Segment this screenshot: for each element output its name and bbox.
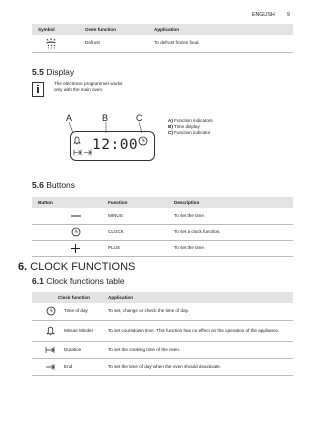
table-row	[32, 358, 293, 375]
function-name: Defrost	[79, 35, 148, 52]
clock-function-application: To set the cooking time of the oven.	[102, 341, 293, 358]
table-header-row	[32, 197, 293, 208]
duration-icon	[32, 341, 58, 358]
table-header-row	[32, 24, 293, 35]
chapter-number: 6.	[18, 261, 28, 273]
section-title-display	[32, 67, 74, 77]
chapter-title	[18, 261, 135, 273]
time-display: 12:00	[92, 137, 139, 153]
legend-text: Function indicators	[174, 118, 213, 123]
clock-function-application: To set the time of day when the oven should deactivate.	[102, 358, 293, 375]
table-row	[32, 303, 293, 320]
defrost-icon	[32, 35, 79, 52]
bell-icon	[73, 136, 81, 145]
table-row	[32, 224, 293, 240]
clock-functions-table	[32, 292, 293, 376]
plus-icon	[32, 240, 102, 256]
display-legend	[168, 118, 288, 136]
button-function: PLUS	[102, 240, 168, 256]
chapter-heading: CLOCK FUNCTIONS	[30, 261, 136, 273]
legend-text: Function indicator	[174, 130, 211, 135]
button-function: CLOCK	[102, 224, 168, 240]
oven-function-table	[32, 24, 293, 53]
col-description: Description	[168, 197, 293, 208]
table-row	[32, 341, 293, 358]
buttons-table	[32, 197, 293, 257]
legend-text: Time display	[174, 124, 200, 129]
clock-function-name: End	[58, 358, 102, 375]
col-oven-function: Oven function	[79, 24, 148, 35]
info-icon	[32, 82, 44, 97]
table-header-row	[32, 292, 293, 303]
legend-letter: C)	[168, 130, 173, 135]
section-number: 5.6	[32, 180, 44, 190]
table-row	[32, 240, 293, 256]
button-description: To set a clock function.	[168, 224, 293, 240]
minus-icon	[32, 208, 102, 224]
clock-function-name: Time of day	[58, 303, 102, 320]
table-row	[32, 35, 293, 52]
legend-letter: B)	[168, 124, 173, 129]
col-clock-function: Clock function	[58, 292, 102, 303]
col-application: Application	[148, 24, 293, 35]
section-number: 6.1	[32, 276, 44, 286]
bell-icon	[32, 320, 58, 341]
section-number: 5.5	[32, 67, 44, 77]
button-function: MINUS	[102, 208, 168, 224]
duration-end-icons	[73, 149, 93, 156]
page-number: 9	[287, 12, 290, 18]
callout-c: C	[136, 113, 143, 123]
button-description: To set the time.	[168, 208, 293, 224]
table-row	[32, 320, 293, 341]
col-function: Function	[102, 197, 168, 208]
col-application: Application	[102, 292, 293, 303]
clock-function-name: Duration	[58, 341, 102, 358]
col-button: Button	[32, 197, 102, 208]
time-of-day-icon	[32, 303, 58, 320]
end-icon	[32, 358, 58, 375]
section-title: Clock functions table	[46, 276, 125, 286]
callout-b: B	[102, 113, 109, 123]
display-panel	[70, 131, 155, 161]
clock-function-application: To set, change or check the time of day.	[102, 303, 293, 320]
legend-item	[168, 130, 288, 136]
function-application: To defrost frozen food.	[148, 35, 293, 52]
callout-a: A	[66, 113, 73, 123]
info-text: The electronic programmer works only with the main oven.	[54, 81, 123, 92]
legend-letter: A)	[168, 118, 173, 123]
section-title: Buttons	[46, 180, 76, 190]
table-row	[32, 208, 293, 224]
section-title: Display	[46, 67, 75, 77]
clock-indicator-icon	[138, 136, 148, 146]
page-language: ENGLISH	[252, 12, 275, 18]
clock-icon	[32, 224, 102, 240]
section-title-buttons	[32, 180, 75, 190]
clock-function-application: To set countdown time. This function has no effect on the operation of the appliance.	[102, 320, 293, 341]
clock-function-name: Minute Minder	[58, 320, 102, 341]
col-clock-function-icon	[32, 292, 58, 303]
col-symbol: Symbol	[32, 24, 79, 35]
button-description: To set the time.	[168, 240, 293, 256]
section-title-clock-table	[32, 276, 125, 286]
